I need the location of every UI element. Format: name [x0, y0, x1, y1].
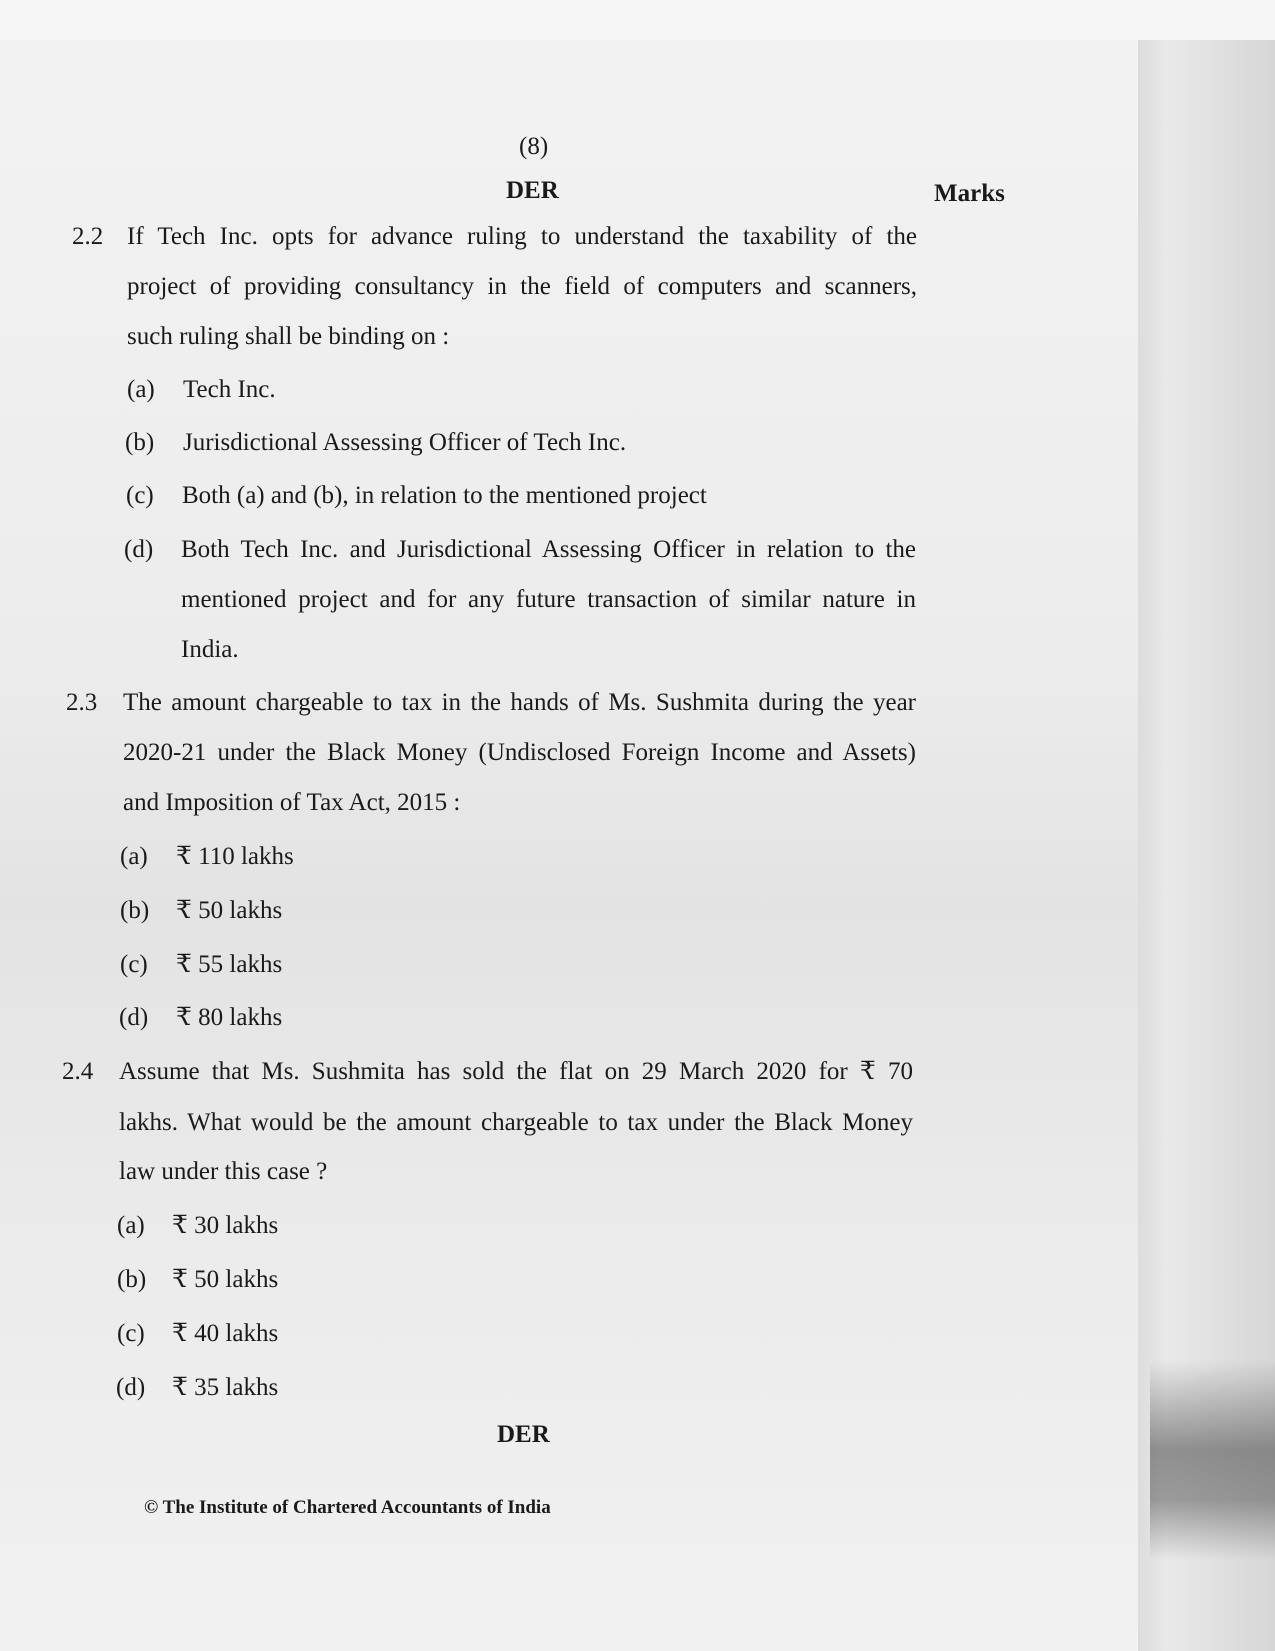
option-text: ₹ 80 lakhs	[176, 1004, 283, 1031]
option-label: (d)	[119, 1004, 149, 1031]
paper-code: DER	[506, 177, 559, 204]
question-number: 2.3	[66, 689, 98, 716]
question-text-line: The amount chargeable to tax in the hands of Ms. Sushmita during the year	[123, 689, 916, 716]
option-label: (c)	[120, 951, 148, 978]
option-text-continued: India.	[181, 636, 239, 663]
option-label: (d)	[124, 536, 154, 563]
option-text: Jurisdictional Assessing Officer of Tech Inc.	[183, 429, 627, 456]
question-text-line: 2020-21 under the Black Money (Undisclosed Foreign Income and Assets)	[123, 739, 916, 766]
option-label: (b)	[120, 897, 150, 924]
option-label: (c)	[126, 482, 154, 509]
question-text-line: such ruling shall be binding on :	[127, 323, 450, 350]
option-text: ₹ 40 lakhs	[172, 1320, 279, 1347]
option-label: (a)	[127, 376, 155, 403]
scan-top-edge	[0, 0, 1275, 40]
option-text: ₹ 55 lakhs	[176, 951, 283, 978]
scan-shadow	[1150, 1360, 1275, 1560]
option-text: ₹ 50 lakhs	[176, 897, 283, 924]
option-label: (a)	[117, 1212, 145, 1239]
question-number: 2.2	[72, 223, 104, 250]
option-text-continued: mentioned project and for any future transaction of similar nature in	[181, 586, 916, 613]
question-text-line: project of providing consultancy in the field of computers and scanners,	[127, 273, 917, 300]
question-text-line: law under this case ?	[119, 1158, 328, 1185]
option-label: (b)	[117, 1266, 147, 1293]
option-text: ₹ 50 lakhs	[172, 1266, 279, 1293]
option-label: (b)	[125, 429, 155, 456]
footer-paper-code: DER	[497, 1421, 550, 1448]
option-label: (a)	[120, 843, 148, 870]
option-text: ₹ 35 lakhs	[172, 1374, 279, 1401]
question-text-line: and Imposition of Tax Act, 2015 :	[123, 789, 461, 816]
option-text: ₹ 110 lakhs	[176, 843, 294, 870]
option-label: (d)	[116, 1374, 146, 1401]
option-label: (c)	[117, 1320, 145, 1347]
option-text: Both (a) and (b), in relation to the mentioned project	[182, 482, 707, 509]
page-number: (8)	[519, 133, 549, 160]
marks-heading: Marks	[934, 180, 1005, 207]
option-text: ₹ 30 lakhs	[172, 1212, 279, 1239]
question-text-line: If Tech Inc. opts for advance ruling to understand the taxability of the	[127, 223, 917, 250]
question-text-line: Assume that Ms. Sushmita has sold the flat on 29 March 2020 for ₹ 70	[119, 1058, 913, 1085]
option-text: Both Tech Inc. and Jurisdictional Assessing Officer in relation to the	[181, 536, 916, 563]
option-text: Tech Inc.	[183, 376, 276, 403]
question-number: 2.4	[62, 1058, 94, 1085]
footer-copyright: © The Institute of Chartered Accountants of India	[144, 1497, 551, 1518]
question-text-line: lakhs. What would be the amount chargeable to tax under the Black Money	[119, 1109, 913, 1136]
